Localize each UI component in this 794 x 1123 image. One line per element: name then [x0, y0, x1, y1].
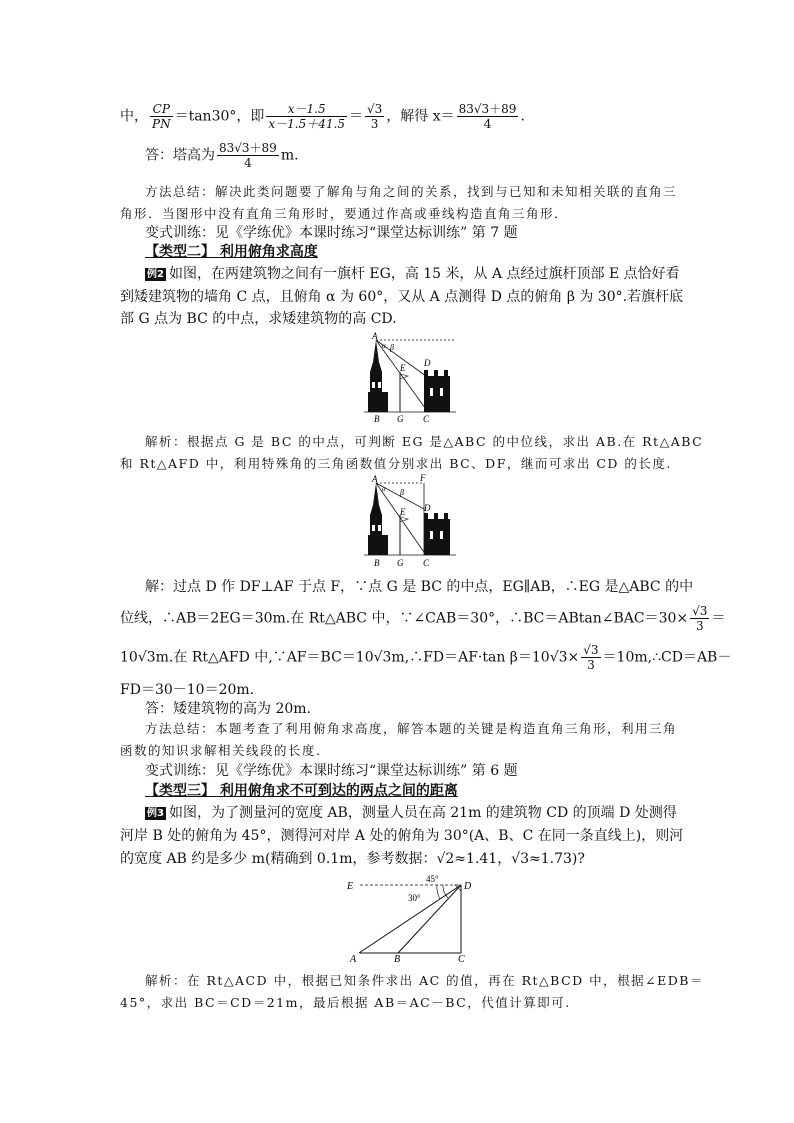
training-note: 变式训练：见《学练优》本课时练习“课堂达标训练” 第 6 题: [145, 763, 518, 779]
text: 中，: [120, 108, 148, 125]
example-line: 例3 如图，为了测量河的宽度 AB，测量人员在高 21m 的建筑物 CD 的顶端 D 处测得: [147, 805, 677, 821]
example-line: 到矮建筑物的墙角 C 点，且俯角 α 为 60°，又从 A 点测得 D 点的俯角 β 为 30°.若旗杆底: [120, 289, 684, 305]
section-heading-type2: 【类型二】 利用俯角求高度: [145, 244, 318, 260]
analysis-line: 和 Rt△AFD 中，利用特殊角的三角函数值分别求出 BC、DF，继而可求出 CD 的长度.: [120, 456, 672, 471]
label-B: B: [374, 414, 380, 424]
solution-line: FD＝30－10＝20m.: [120, 682, 255, 698]
label-beta: β: [390, 343, 394, 352]
text: ，解得 x＝: [386, 108, 455, 125]
example-line: 例2 如图，在两建筑物之间有一旗杆 EG，高 15 米，从 A 点经过旗杆顶部 E 点恰好看: [147, 266, 680, 282]
training-note: 变式训练：见《学练优》本课时练习“课堂达标训练” 第 7 题: [145, 225, 518, 241]
example-line: 河岸 B 处的俯角为 45°，测得河对岸 A 处的俯角为 30°(A、B、C 在同一条直线上)，则河: [120, 828, 684, 844]
label-C: C: [423, 414, 430, 424]
fraction: $\frac{83√3+89}{4}$: [219, 141, 277, 170]
solution-line: 位线，∴AB＝2EG＝30m.在 Rt△ABC 中，∵∠CAB＝30°，∴BC＝ABtan∠BAC＝30× $\frac{√3}{3}$ ＝: [120, 604, 726, 633]
figure-3: [340, 872, 480, 964]
label-E: E: [400, 363, 406, 373]
label-A: A: [372, 332, 378, 341]
label-alpha: α: [382, 342, 386, 350]
method-summary: 方法总结：解决此类问题要了解角与角之间的关系，找到与已知和未知相关联的直角三: [145, 184, 678, 199]
label-E: E: [400, 507, 406, 517]
solution-line: 10√3m.在 Rt△AFD 中,∵AF＝BC＝10√3m,∴FD＝AF·tan β＝10√3× $\frac{√3}{3}$ ＝10m,∴CD＝AB－: [120, 643, 732, 672]
example-tag: 例3: [147, 808, 164, 819]
label-45: 45°: [426, 874, 439, 884]
text: ＝tan30°，即: [174, 108, 265, 125]
analysis-line: 解析：根据点 G 是 BC 的中点，可判断 EG 是△ABC 的中位线，求出 AB.在 Rt△ABC: [145, 434, 704, 449]
example-line: 的宽度 AB 约是多少 m(精确到 0.1m，参考数据：√2≈1.41，√3≈1.73)?: [120, 851, 585, 867]
label-A: A: [350, 954, 357, 964]
method-summary-cont: 角形．当图形中没有直角三角形时，要通过作高或垂线构造直角三角形．: [120, 206, 569, 221]
analysis-line: 45°，求出 BC＝CD＝21m，最后根据 AB＝AC－BC，代值计算即可.: [120, 995, 571, 1010]
text: .: [520, 108, 525, 125]
equation-line: [120, 102, 525, 131]
label-G: G: [397, 558, 404, 568]
fraction: $\frac{√3}{3}$: [692, 604, 708, 633]
label-E: E: [347, 881, 354, 892]
label-D: D: [464, 881, 472, 892]
example-line: 部 G 点为 BC 的中点，求矮建筑物的高 CD.: [120, 311, 397, 327]
method-summary-cont: 函数的知识求解相关线段的长度.: [120, 743, 322, 758]
label-G: G: [397, 414, 404, 424]
method-summary: 方法总结：本题考查了利用俯角求高度，解答本题的关键是构造直角三角形，利用三角: [145, 721, 678, 736]
text: ＝: [348, 108, 363, 125]
label-D: D: [424, 358, 431, 368]
figure-1: [360, 332, 460, 424]
example-tag: 例2: [147, 269, 164, 280]
label-C: C: [458, 954, 465, 964]
answer-line: 答：矮建筑物的高为 20m.: [145, 701, 311, 717]
label-C: C: [423, 558, 430, 568]
label-B: B: [394, 954, 401, 964]
answer-line: 答：塔高为 $\frac{83√3+89}{4}$ m.: [145, 141, 299, 170]
section-heading-type3: 【类型三】 利用俯角求不可到达的两点之间的距离: [145, 783, 458, 799]
solution-line: 解：过点 D 作 DF⊥AF 于点 F，∵点 G 是 BC 的中点，EG∥AB，∴EG 是△ABC 的中: [145, 579, 694, 595]
label-B: B: [374, 558, 380, 568]
label-F: F: [420, 473, 426, 483]
fraction: $\frac{x-1.5}{x-1.5+41.5}$: [268, 102, 345, 131]
label-A: A: [372, 474, 378, 484]
fraction: $\frac{√3}{3}$: [583, 643, 599, 672]
label-D: D: [424, 503, 431, 513]
fraction: $\frac{√3}{3}$: [366, 102, 383, 131]
figure-2: [360, 473, 460, 569]
fraction: $\frac{83√3+89}{4}$: [458, 102, 517, 131]
label-30: 30°: [408, 893, 421, 903]
analysis-line: 解析：在 Rt△ACD 中，根据已知条件求出 AC 的值，再在 Rt△BCD 中，根据∠EDB＝: [145, 973, 704, 988]
label-beta: β: [400, 488, 404, 497]
fraction: $\frac{CP}{PN}$: [152, 102, 171, 131]
label-alpha: α: [382, 485, 386, 493]
